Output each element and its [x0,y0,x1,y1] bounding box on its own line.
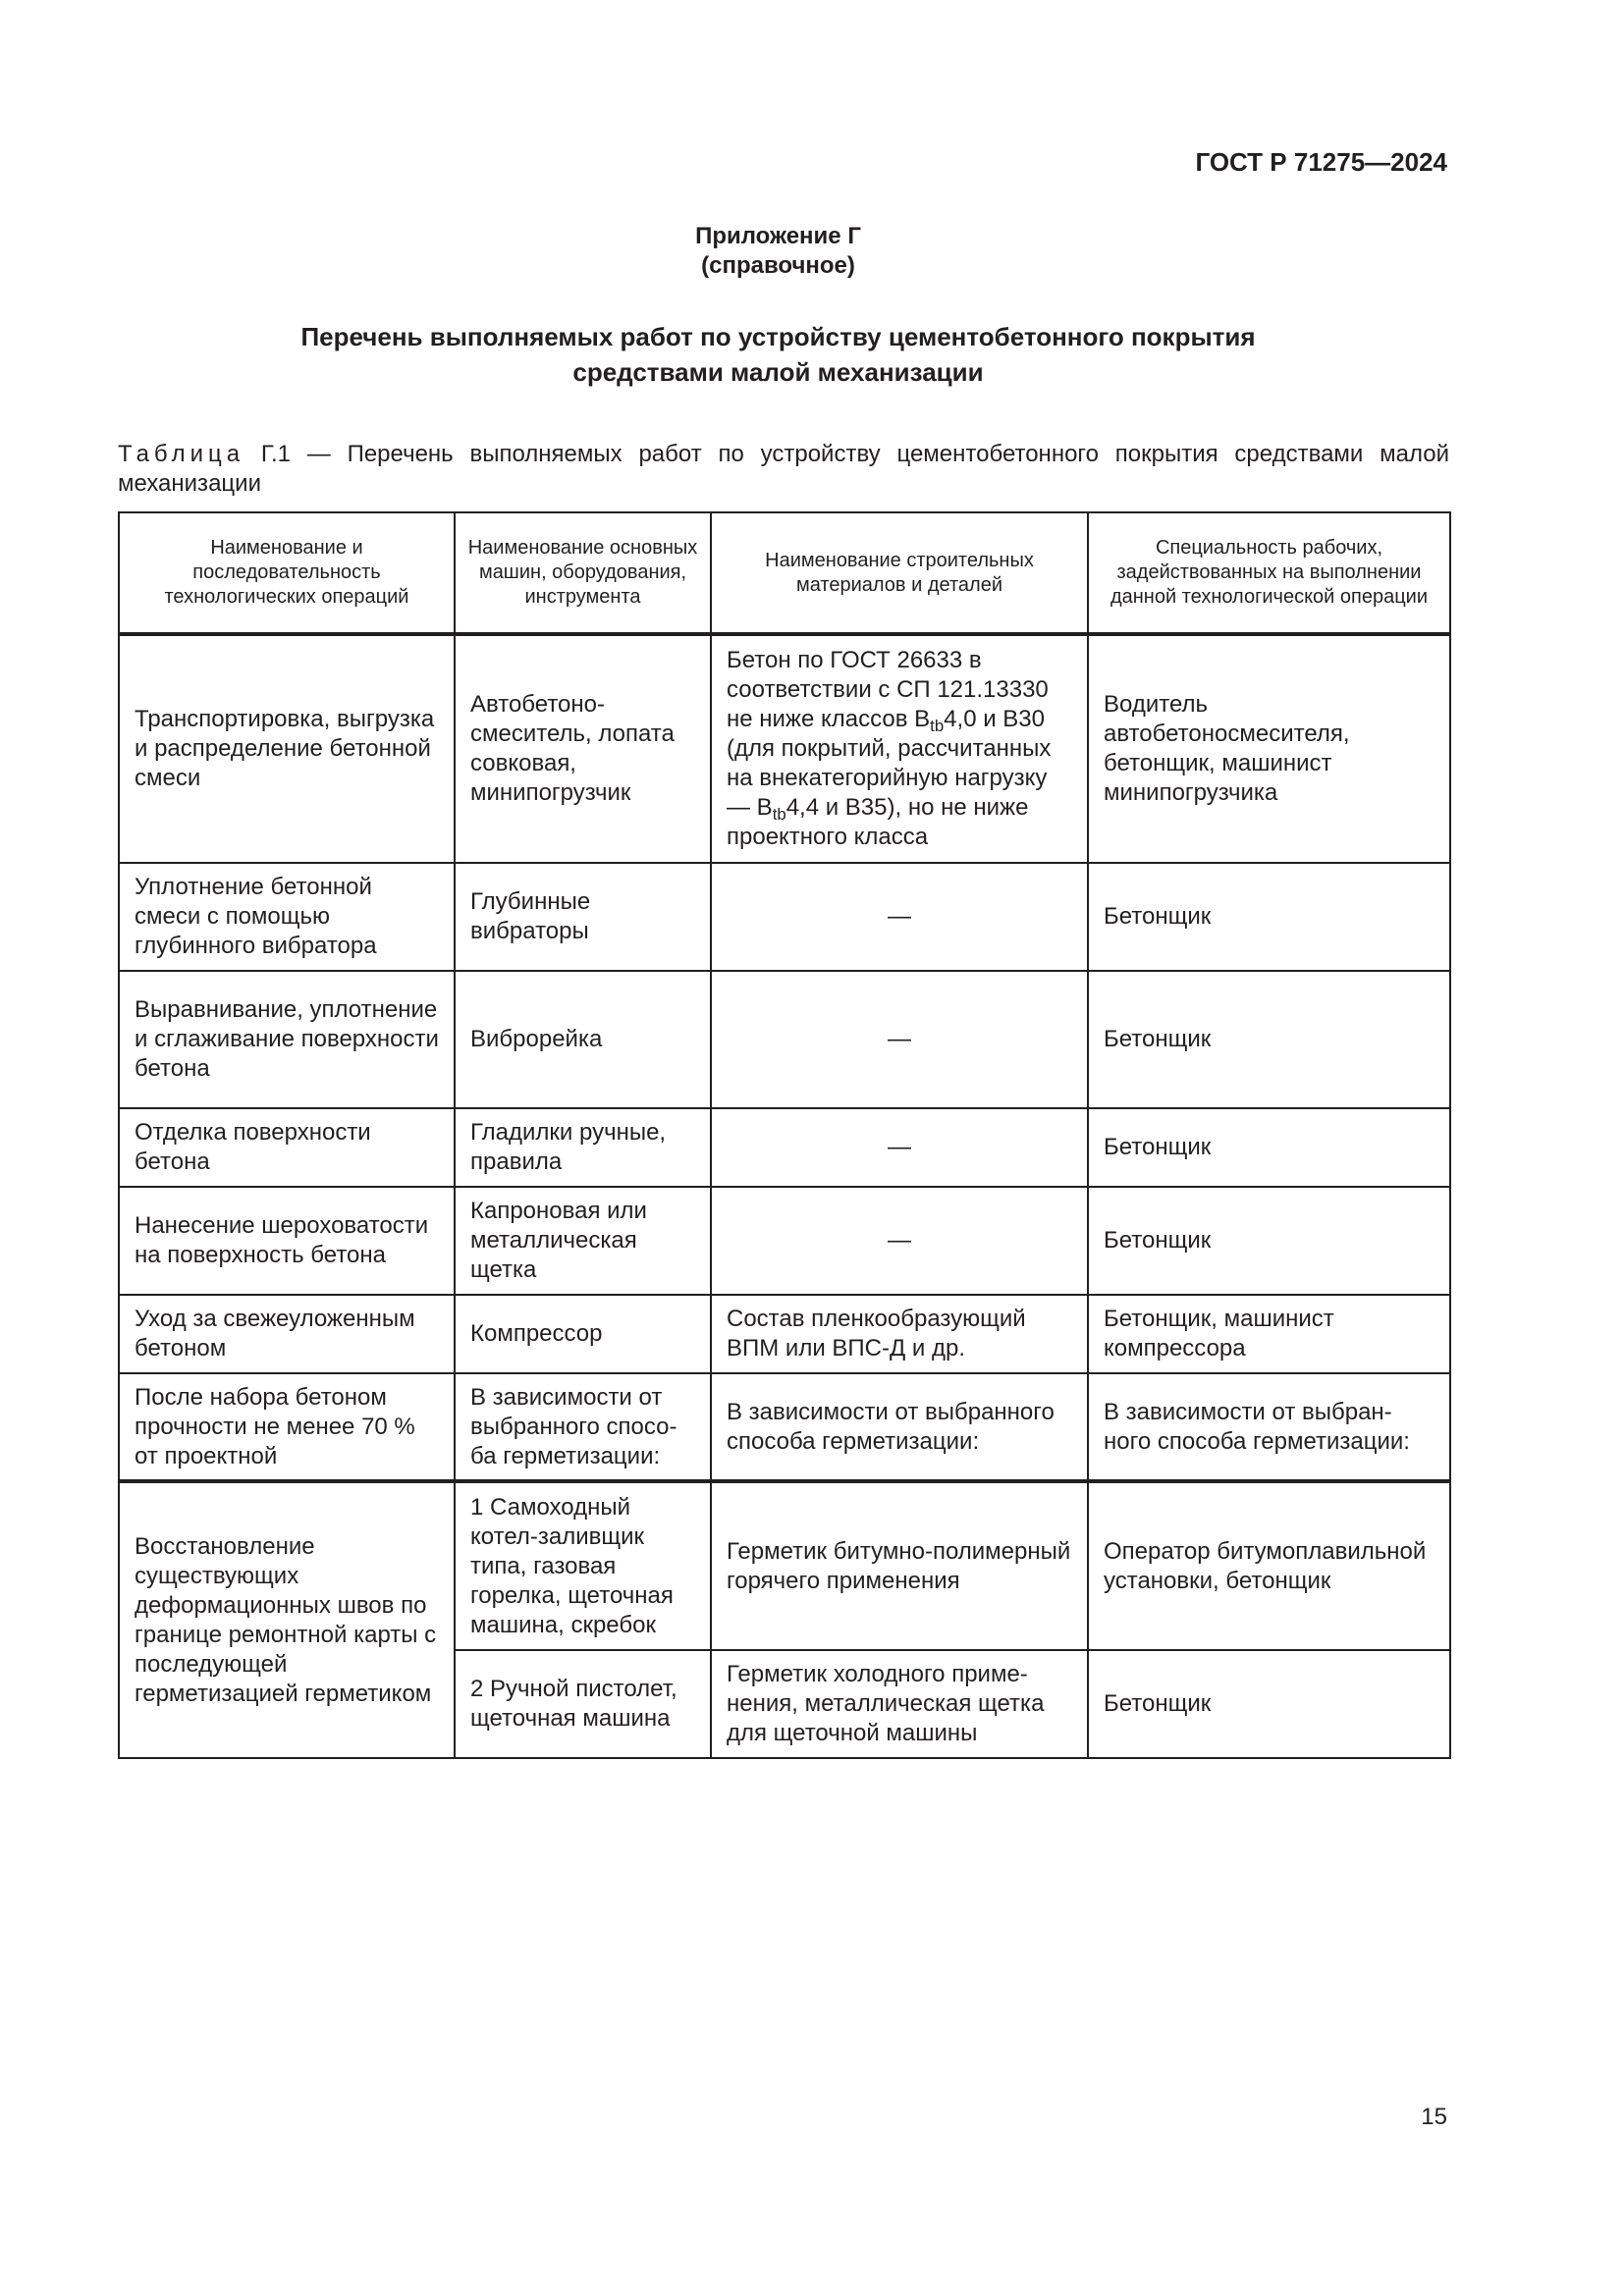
cell-operation: После набора бетоном прочности не менее 70 % от проектной [119,1373,455,1481]
operations-table [118,511,1451,1759]
column-header-operations: Наименование и последовательность технологических операций [119,512,455,634]
cell-materials: — [711,1187,1088,1295]
cell-materials: В зависимости от выбранного способа герметизации: [711,1373,1088,1481]
cell-workers: Бетонщик [1088,863,1450,971]
cell-materials: — [711,1108,1088,1187]
materials-text-part2: 4,0 и B30 (для покрытий, рассчитанных на внекатегорийную нагрузку — B [727,706,1052,821]
table-row [119,1108,1450,1187]
cell-machines: Компрессор [455,1295,711,1373]
cell-machines: Капроновая или металлическая щетка [455,1187,711,1295]
cell-operation: Отделка поверхности бетона [119,1108,455,1187]
cell-workers: Оператор битумоплавильной установки, бетонщик [1088,1481,1450,1650]
appendix-label: Приложение Г [695,223,861,249]
page-number: 15 [1421,2104,1447,2130]
table-caption-prefix: Таблица [118,441,245,467]
appendix-type: (справочное) [701,252,855,279]
materials-text-part1: Бетон по ГОСТ 26633 в соответствии с СП 121.13330 не ниже классов B [727,647,1049,732]
table-row [119,971,1450,1108]
document-code: ГОСТ Р 71275—2024 [1195,147,1447,177]
table-row [119,863,1450,971]
cell-workers: Бетонщик [1088,1108,1450,1187]
appendix-heading [0,222,1556,281]
table-row [119,1481,1450,1650]
cell-operation: Уплотнение бетонной смеси с помощью глубинного вибратора [119,863,455,971]
cell-workers: Бетонщик [1088,1187,1450,1295]
materials-text-part3: 4,4 и B35), но не ниже проектного класса [727,794,1029,850]
cell-machines: 1 Самоходный котел-заливщик типа, газовая горелка, щеточная машина, скребок [455,1481,711,1650]
cell-machines: В зависимости от выбранного спосо-ба герметизации: [455,1373,711,1481]
cell-machines: Виброрейка [455,971,711,1108]
cell-operation: Уход за свежеуложенным бетоном [119,1295,455,1373]
materials-subscript-1: tb [930,717,945,735]
cell-workers: Водитель автобетоносмесителя, бетонщик, машинист минипогрузчика [1088,634,1450,863]
cell-workers: В зависимости от выбран-ного способа герметизации: [1088,1373,1450,1481]
table-caption-text: Г.1 — Перечень выполняемых работ по устройству цементобетонного покрытия средствами малой механизации [118,441,1449,497]
cell-workers: Бетонщик [1088,1650,1450,1758]
cell-operation: Нанесение шероховатости на поверхность бетона [119,1187,455,1295]
table-row [119,1187,1450,1295]
cell-operation: Транспортировка, выгрузка и распределение бетонной смеси [119,634,455,863]
cell-machines: 2 Ручной пистолет, щеточная машина [455,1650,711,1758]
cell-machines: Автобетоно-смеситель, лопата совковая, минипогрузчик [455,634,711,863]
cell-materials: Герметик холодного приме-нения, металлическая щетка для щеточной машины [711,1650,1088,1758]
cell-machines: Глубинные вибраторы [455,863,711,971]
cell-operation: Восстановление существующих деформационных швов по границе ремонтной карты с последующей герметизацией герметиком [119,1481,455,1758]
materials-subscript-2: tb [772,805,786,824]
table-caption [118,440,1449,499]
cell-workers: Бетонщик [1088,971,1450,1108]
cell-materials: — [711,971,1088,1108]
cell-materials: Состав пленкообразующий ВПМ или ВПС-Д и др. [711,1295,1088,1373]
cell-materials: — [711,863,1088,971]
cell-materials: Герметик битумно-полимерный горячего применения [711,1481,1088,1650]
cell-workers: Бетонщик, машинист компрессора [1088,1295,1450,1373]
page-title-line-1: Перечень выполняемых работ по устройству цементобетонного покрытия [300,322,1256,351]
cell-machines: Гладилки ручные, правила [455,1108,711,1187]
cell-materials [711,634,1088,863]
column-header-materials: Наименование строительных материалов и деталей [711,512,1088,634]
table-header-row [119,512,1450,634]
cell-operation: Выравнивание, уплотнение и сглаживание поверхности бетона [119,971,455,1108]
column-header-machines: Наименование основных машин, оборудования, инструмента [455,512,711,634]
table-row [119,1295,1450,1373]
table-row [119,634,1450,863]
table-row [119,1373,1450,1481]
page-title [0,319,1556,390]
column-header-workers: Специальность рабочих, задействованных на выполнении данной технологической операции [1088,512,1450,634]
page-title-line-2: средствами малой механизации [572,357,984,387]
table-header [119,512,1450,634]
table-body [119,634,1450,1758]
